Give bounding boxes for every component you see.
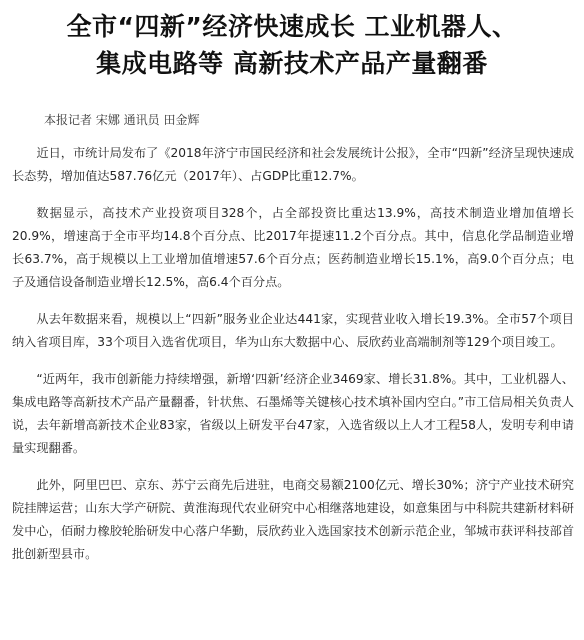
paragraph: “近两年，我市创新能力持续增强，新增‘四新’经济企业3469家、增长31.8%。其中，工业机器人、集成电路等高新技术产品产量翻番，针状焦、石墨烯等关键核心技术填补国内空白。”市工信局相关负责人说，去年新增高新技术企业83家，省级以上研发平台47家，入选省级以上人才工程58人，发明专利申请量实现翻番。 — [12, 372, 574, 455]
paragraph: 此外，阿里巴巴、京东、苏宁云商先后进驻，电商交易额2100亿元、增长30%；济宁产业技术研究院挂牌运营；山东大学产研院、黄淮海现代农业研究中心相继落地建设，如意集团与中科院共建新材料研发中心，佰耐力橡胶轮胎研发中心落户华勤，辰欣药业入选国家技术创新示范企业，邹城市获评科技部首批创新型县市。 — [12, 478, 574, 561]
paragraph: 近日，市统计局发布了《2018年济宁市国民经济和社会发展统计公报》，全市“四新”经济呈现快速成长态势，增加值达587.76亿元（2017年）、占GDP比重12.7%。 — [12, 146, 574, 183]
paragraph: 从去年数据来看，规模以上“四新”服务业企业达441家，实现营业收入增长19.3%。全市57个项目纳入省项目库，33个项目入选省优项目，华为山东大数据中心、辰欣药业高端制剂等129个项目竣工。 — [12, 312, 574, 349]
headline-line-2: 集成电路等 高新技术产品产量翻番 — [96, 49, 488, 78]
article-headline — [0, 8, 584, 82]
article-body — [12, 142, 574, 580]
paragraph: 数据显示，高技术产业投资项目328个，占全部投资比重达13.9%，高技术制造业增加值增长20.9%，增速高于全市平均14.8个百分点、比2017年提速11.2个百分点。其中，信息化学品制造业增长63.7%，高于规模以上工业增加值增速57.6个百分点；医药制造业增长15.1%，高9.0个百分点；电子及通信设备制造业增长12.5%，高6.4个百分点。 — [12, 206, 574, 289]
byline: 本报记者 宋娜 通讯员 田金辉 — [44, 113, 200, 127]
headline-line-1: 全市“四新”经济快速成长 工业机器人、 — [66, 12, 518, 41]
